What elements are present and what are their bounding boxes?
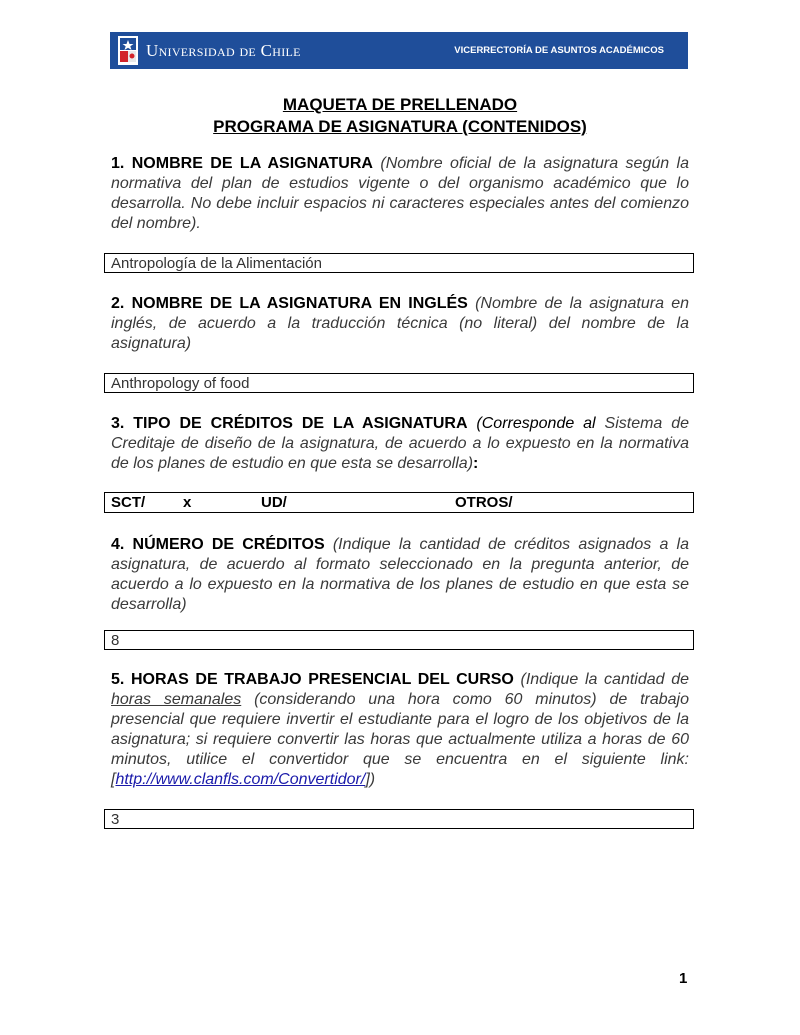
section-4-heading: 4. NÚMERO DE CRÉDITOS bbox=[111, 536, 325, 553]
credit-sct-mark[interactable]: x bbox=[183, 494, 192, 511]
credit-otros-label: OTROS/ bbox=[455, 494, 513, 511]
section-5-note-underlined: horas semanales bbox=[111, 691, 242, 708]
document-subtitle: PROGRAMA DE ASIGNATURA (CONTENIDOS) bbox=[213, 117, 587, 136]
page-number: 1 bbox=[679, 970, 688, 987]
section-1-text bbox=[111, 154, 689, 234]
credits-number-field[interactable]: 8 bbox=[104, 630, 694, 650]
university-crest-icon bbox=[118, 36, 138, 65]
section-5-note-a: (Indique la cantidad de bbox=[520, 671, 689, 688]
course-name-field[interactable]: Antropología de la Alimentación bbox=[104, 253, 694, 273]
credit-type-row bbox=[104, 492, 694, 513]
credit-ud-label: UD/ bbox=[261, 494, 287, 511]
section-3-colon: : bbox=[473, 455, 479, 472]
english-name-field[interactable]: Anthropology of food bbox=[104, 373, 694, 393]
section-2-heading: 2. NOMBRE DE LA ASIGNATURA EN INGLÉS bbox=[111, 295, 468, 312]
office-name: VICERRECTORÍA DE ASUNTOS ACADÉMICOS bbox=[454, 45, 664, 56]
university-name: Universidad de Chile bbox=[146, 41, 301, 60]
section-4-text bbox=[111, 535, 689, 615]
header-banner bbox=[110, 32, 688, 69]
section-4-note: (Indique la cantidad de créditos asignados a la asignatura, de acuerdo al formato seleccionado en la pregunta anterior, de acuerdo a lo expuesto en la normativa de los planes de estudio en que esta se desarrolla) bbox=[111, 536, 689, 613]
section-1-note: (Nombre oficial de la asignatura según la normativa del plan de estudios vigente o del organismo académico que lo desarrolla. No debe incluir espacios ni caracteres especiales antes del comienzo del nombre). bbox=[111, 155, 690, 232]
document-title: MAQUETA DE PRELLENADO bbox=[282, 95, 518, 114]
weekly-hours-field[interactable]: 3 bbox=[104, 809, 694, 829]
converter-link[interactable]: http://www.clanfls.com/Convertidor/ bbox=[115, 771, 366, 788]
section-2-note: (Nombre de la asignatura en inglés, de acuerdo a la traducción técnica (no literal) del nombre de la asignatura) bbox=[111, 295, 689, 352]
section-2-text bbox=[111, 294, 689, 354]
section-5-text bbox=[111, 670, 689, 790]
section-1-heading: 1. NOMBRE DE LA ASIGNATURA bbox=[111, 155, 373, 172]
section-5-note-b: (considerando una hora como 60 minutos) de trabajo presencial que requiere invertir el estudiante para el logro de los objetivos de la asignatura; si requiere convertir las horas que actualmente utiliza a horas de 60 minutos, utilice el convertidor que se encuentra en el siguiente link: [ bbox=[111, 691, 690, 788]
section-3-text bbox=[111, 414, 689, 474]
section-5-heading: 5. HORAS DE TRABAJO PRESENCIAL DEL CURSO bbox=[111, 671, 514, 688]
section-3-heading: 3. TIPO DE CRÉDITOS DE LA ASIGNATURA bbox=[111, 415, 468, 432]
section-3-note: Sistema de Creditaje de diseño de la asignatura, de acuerdo a lo expuesto en la normativa de los planes de estudio en que esta se desarrolla) bbox=[111, 415, 690, 472]
credit-sct-label: SCT/ bbox=[111, 494, 146, 511]
section-3-note-start: (Corresponde al bbox=[476, 415, 596, 432]
section-5-note-c: ]) bbox=[365, 771, 376, 788]
